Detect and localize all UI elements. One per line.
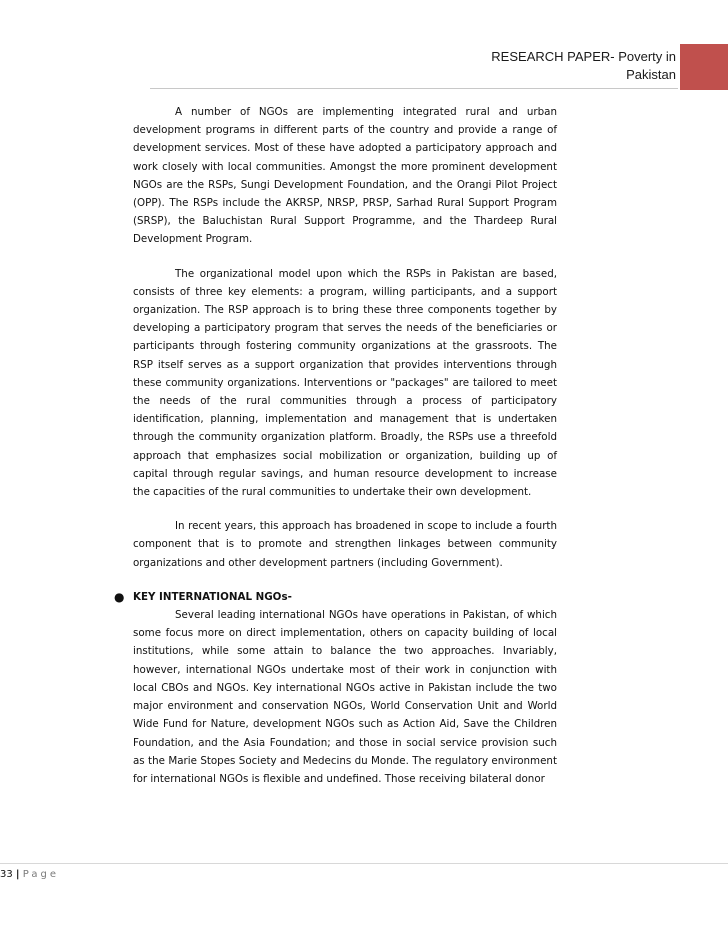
running-header: [276, 48, 676, 84]
body-paragraph: [133, 606, 557, 788]
section-key-international-ngos: [114, 588, 557, 788]
header-divider: [150, 88, 678, 89]
header-title-line1: RESEARCH PAPER- Poverty in: [491, 49, 676, 64]
body-paragraph: [133, 517, 557, 572]
body-paragraph: [133, 103, 557, 249]
page-footer: [0, 868, 59, 882]
bullet-icon: ●: [114, 589, 125, 604]
accent-tab: [680, 44, 728, 90]
paragraph-text: A number of NGOs are implementing integrated rural and urban development programs in different parts of the country and provide a range of development services. Most of these have adopted a participatory approach and work closely with local communities. Amongst the more prominent development NGOs are the RSPs, Sungi Development Foundation, and the Orangi Pilot Project (OPP). The RSPs include the AKRSP, NRSP, PRSP, Sarhad Rural Support Program (SRSP), the Baluchistan Rural Support Programme, and the Thardeep Rural Development Program.: [133, 106, 557, 246]
section-heading: KEY INTERNATIONAL NGOs-: [133, 590, 292, 603]
paragraph-text: The organizational model upon which the RSPs in Pakistan are based, consists of three key elements: a program, willing participants, and a support organization. The RSP approach is to bring these three components together by developing a participatory program that serves the needs of the beneficiaries or participants through fostering community organizations at the grassroots. The RSP itself serves as a support organization that provides interventions through these community organizations. Interventions or "packages" are tailored to meet the needs of the rural communities through a process of participatory identification, planning, implementation and management that is undertaken through the community organization platform. Broadly, the RSPs use a threefold approach that emphasizes social mobilization or organization, building up of capital through regular savings, and human resource development to increase the capacities of the rural communities to undertake their own development.: [133, 267, 557, 499]
main-content: [114, 103, 557, 788]
paragraph-text: Several leading international NGOs have operations in Pakistan, of which some focus more on direct implementation, others on capacity building of local institutions, while some attain to balance the two approaches. Invariably, however, international NGOs undertake most of their work in conjunction with local CBOs and NGOs. Key international NGOs active in Pakistan include the two major environment and conservation NGOs, World Conservation Unit and World Wide Fund for Nature, development NGOs such as Action Aid, Save the Children Foundation, and the Asia Foundation; and those in social service provision such as the Marie Stopes Society and Medecins du Monde. The regulatory environment for international NGOs is flexible and undefined. Those receiving bilateral donor: [133, 609, 557, 785]
header-title-line2: Pakistan: [626, 67, 676, 82]
body-paragraph: [133, 265, 557, 502]
paragraph-text: In recent years, this approach has broadened in scope to include a fourth component that is to promote and strengthen linkages between community organizations and other development partners (including Government).: [133, 520, 557, 569]
page-number: 33: [0, 869, 13, 880]
footer-separator: |: [15, 869, 20, 880]
page-label: Page: [22, 869, 59, 880]
footer-divider: [0, 863, 728, 864]
